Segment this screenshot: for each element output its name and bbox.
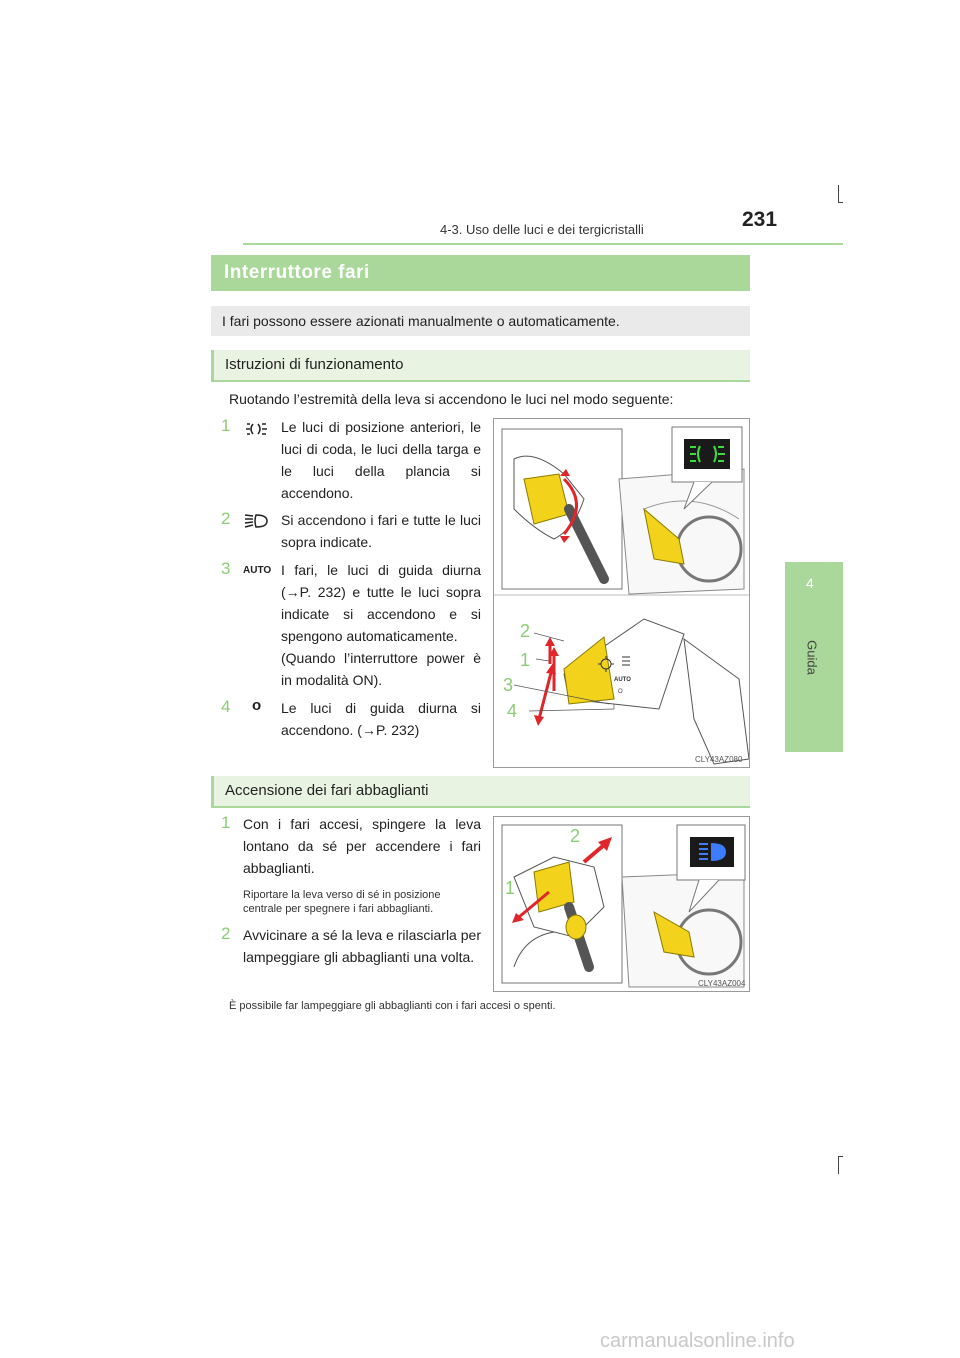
section-heading-accent — [211, 350, 214, 380]
item-note: (Quando l’interruttore power è in modalità ON). — [281, 650, 481, 688]
section-heading-rule — [211, 806, 750, 808]
intro-text: I fari possono essere azionati manualmente o automaticamente. — [222, 313, 620, 329]
switch-illustration — [494, 419, 749, 767]
item-text: Con i fari accesi, spingere la leva lontano da sé per accendere i fari abbaglianti. — [243, 816, 481, 876]
section-heading: Istruzioni di funzionamento — [225, 356, 404, 373]
callout-number: 2 — [570, 826, 581, 846]
item-text: Avvicinare a sé la leva e rilasciarla per lampeggiare gli abbaglianti una volta. — [243, 927, 481, 965]
callout-number: 1 — [505, 878, 516, 898]
item-text: Le luci di posizione anteriori, le luci di coda, le luci della targa e le luci della plancia si accendono. — [281, 419, 481, 501]
callout-number: 3 — [503, 675, 514, 695]
item-number: 3 — [221, 559, 231, 578]
callout-number: 4 — [507, 701, 518, 721]
item-number: 2 — [221, 924, 231, 943]
item-number: 4 — [221, 697, 231, 716]
callout-number: 1 — [520, 650, 531, 670]
crop-mark — [838, 202, 843, 203]
callout-number: 2 — [520, 621, 531, 641]
headlight-icon — [243, 513, 269, 529]
page-number: 231 — [742, 208, 778, 231]
high-beam-figure — [493, 816, 750, 992]
item-text: Si accendono i fari e tutte le luci sopra indicate. — [281, 512, 481, 550]
item-note: Riportare la leva verso di sé in posizione centrale per spegnere i fari abbaglianti. — [243, 889, 441, 915]
section-heading-accent — [211, 776, 214, 806]
chapter-label: Guida — [804, 640, 820, 675]
item-number: 2 — [221, 509, 231, 528]
item-text: I fari, le luci di guida diurna (→P. 232) e tutte le luci sopra indicate si accendono e si spengono automaticamente. — [281, 562, 481, 644]
page-title: Interruttore fari — [224, 262, 370, 283]
figure-code: CLY43AZ080 — [695, 755, 743, 764]
headlight-switch-figure — [493, 418, 750, 768]
lead-text: Ruotando l’estremità della leva si accendono le luci nel modo seguente: — [229, 391, 674, 407]
auto-label: AUTO — [614, 677, 631, 683]
section-heading: Accensione dei fari abbaglianti — [225, 782, 429, 799]
chapter-number: 4 — [806, 575, 814, 591]
item-number: 1 — [221, 416, 231, 435]
watermark: carmanualsonline.info — [600, 1330, 795, 1352]
section-heading-rule — [211, 380, 750, 382]
off-label: O — [618, 689, 623, 695]
figure-code: CLY43AZ004 — [698, 979, 746, 988]
item-number: 1 — [221, 813, 231, 832]
crop-mark — [838, 1156, 843, 1157]
crop-mark — [838, 1156, 839, 1174]
off-icon: o — [252, 697, 262, 714]
header-rule — [243, 243, 843, 245]
high-beam-illustration — [494, 817, 749, 991]
side-lights-icon — [243, 421, 269, 437]
auto-icon: AUTO — [243, 565, 272, 576]
item-text: Le luci di guida diurna si accendono. (→P. 232) — [281, 700, 481, 738]
footnote: È possibile far lampeggiare gli abbaglianti con i fari accesi o spenti. — [229, 1000, 556, 1012]
section-title: 4-3. Uso delle luci e dei tergicristalli — [440, 222, 644, 237]
crop-mark — [838, 185, 839, 203]
